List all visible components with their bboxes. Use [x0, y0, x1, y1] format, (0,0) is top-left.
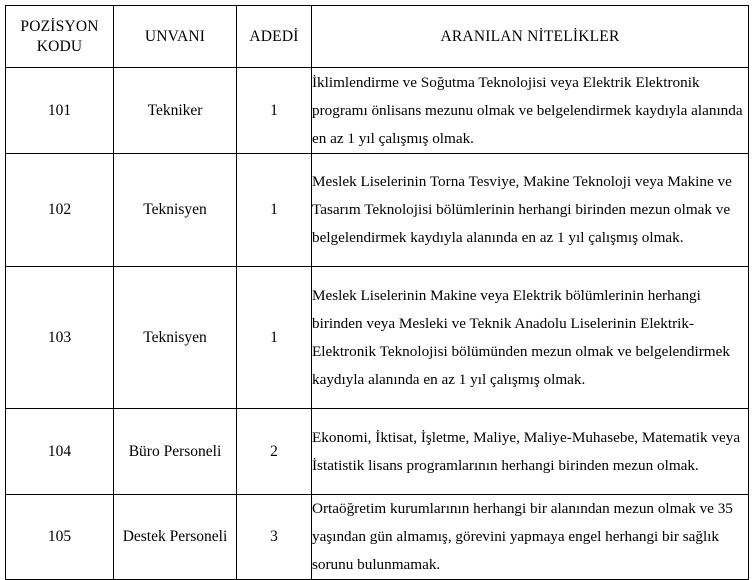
header-requirements: ARANILAN NİTELİKLER — [312, 6, 749, 68]
position-code-cell: 101 — [6, 68, 114, 154]
requirements-cell: İklimlendirme ve Soğutma Teknolojisi veya Elektrik Elektronik programı önlisans mezunu olmak ve belgelendirmek kaydıyla alanında en az 1 yıl çalışmış olmak. — [312, 68, 749, 154]
header-count: ADEDİ — [237, 6, 312, 68]
table-row — [6, 154, 749, 267]
table-header-row — [6, 6, 749, 68]
header-position-code: POZİSYON KODU — [6, 6, 114, 68]
requirements-cell: Meslek Liselerinin Makine veya Elektrik bölümlerinin herhangi birinden veya Mesleki ve Teknik Anadolu Liselerinin Elektrik-Elektronik Teknolojisi bölümünden mezun olmak ve belgelendirmek kaydıyla alanında en az 1 yıl çalışmış olmak. — [312, 267, 749, 409]
table-row — [6, 68, 749, 154]
requirements-cell: Ekonomi, İktisat, İşletme, Maliye, Maliye-Muhasebe, Matematik veya İstatistik lisans programlarının herhangi birinden mezun olmak. — [312, 409, 749, 495]
position-table — [5, 5, 749, 580]
count-cell: 1 — [237, 68, 312, 154]
count-cell: 1 — [237, 154, 312, 267]
table-row — [6, 409, 749, 495]
requirements-cell: Meslek Liselerinin Torna Tesviye, Makine Teknoloji veya Makine ve Tasarım Teknolojisi bölümlerinin herhangi birinden mezun olmak ve belgelendirmek kaydıyla alanında en az 1 yıl çalışmış olmak. — [312, 154, 749, 267]
position-code-cell: 103 — [6, 267, 114, 409]
position-code-cell: 102 — [6, 154, 114, 267]
title-cell: Teknisyen — [114, 154, 237, 267]
header-title: UNVANI — [114, 6, 237, 68]
count-cell: 2 — [237, 409, 312, 495]
title-cell: Teknisyen — [114, 267, 237, 409]
title-cell: Büro Personeli — [114, 409, 237, 495]
position-code-cell: 104 — [6, 409, 114, 495]
requirements-cell: Ortaöğretim kurumlarının herhangi bir alanından mezun olmak ve 35 yaşından gün almamış, görevini yapmaya engel herhangi bir sağlık sorunu bulunmamak. — [312, 495, 749, 580]
position-code-cell: 105 — [6, 495, 114, 580]
table-row — [6, 495, 749, 580]
count-cell: 1 — [237, 267, 312, 409]
title-cell: Tekniker — [114, 68, 237, 154]
count-cell: 3 — [237, 495, 312, 580]
table-row — [6, 267, 749, 409]
title-cell: Destek Personeli — [114, 495, 237, 580]
